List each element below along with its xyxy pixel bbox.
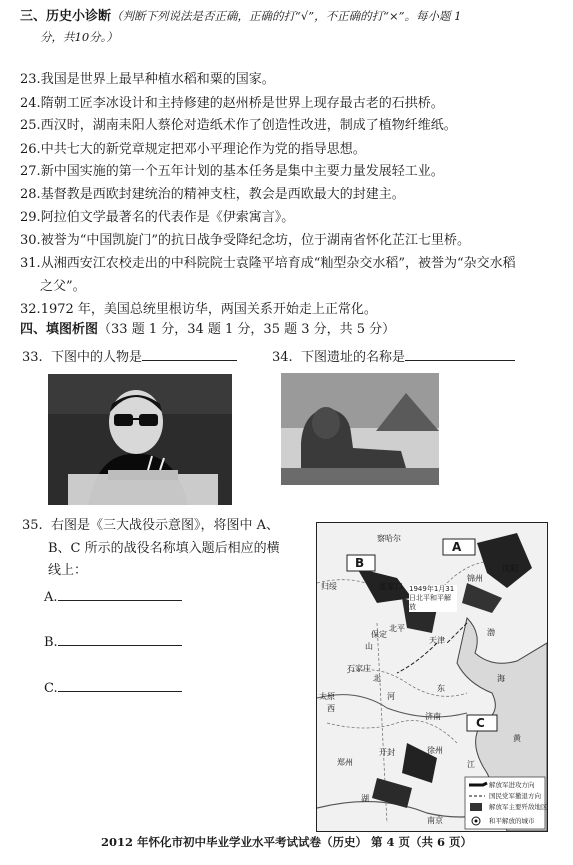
q35-answer-c [44,678,182,697]
map-place-label: 江 [467,760,475,769]
q34-text: 下图遗址的名称是 [300,350,405,365]
statement-item [40,279,86,295]
map-place-label: 郑州 [337,758,353,767]
section4-score-note: （33 题 1 分，34 题 1 分，35 题 3 分，共 5 分） [98,322,396,337]
statement-number: 23. [20,72,41,87]
map-place-label: 山 [365,642,373,651]
q35-answer-b [44,632,182,651]
sphinx-photo [281,373,439,485]
map-place-label: 东 [437,684,445,693]
map-place-label: 渤 [487,628,495,637]
map-place-label: 开封 [379,748,395,757]
answer-b-label: B. [44,635,58,650]
q35-line3: 线上： [48,563,88,578]
statement-item [20,210,294,226]
statement-item [20,142,366,158]
statement-text: 基督教是西欧封建统治的精神支柱，教会是西欧最大的封建主。 [40,187,405,202]
statement-item [20,118,457,134]
statement-text: 我国是世界上最早种植水稻和粟的国家。 [40,72,275,87]
statement-number: 25. [20,118,41,133]
map-place-label: 北 [373,674,381,683]
q33-line [22,347,237,366]
map-place-label: 济南 [425,712,441,721]
map-place-label: 黄 [513,734,521,743]
statement-number: 30. [20,233,41,248]
map-place-label: 张家口 [379,582,403,591]
statement-number: 28. [20,187,41,202]
q34-answer-blank[interactable] [405,347,515,361]
q33-answer-blank[interactable] [142,347,237,361]
q35-line2: B、C 所示的战役名称填入题后相应的横 [48,541,280,556]
statement-number: 29. [20,210,41,225]
statement-item [20,256,516,272]
section3-instruction-b-line [40,29,118,46]
statement-item [20,164,444,180]
statement-item [20,72,275,88]
statement-text: 被誉为“中国凯旋门”的抗日战争受降纪念坊，位于湖南省怀化芷江七里桥。 [40,233,470,248]
statement-item [20,233,470,249]
statement-item [20,302,377,318]
map-note: 1949年1月31日北平和平解放 [409,585,457,612]
statement-text: 1972 年，美国总统里根访华，两国关系开始走上正常化。 [40,302,377,317]
q33-num: 33. [22,350,43,365]
map-place-label: 南京 [427,816,443,825]
section3-heading-line [20,8,461,25]
answer-a-blank[interactable] [58,587,182,601]
statement-text: 中共七大的新党章规定把邓小平理论作为党的指导思想。 [40,142,366,157]
map-legend-item: 解放军进攻方向 [489,781,535,789]
map-marker-c: C [476,716,485,730]
q35-line1 [22,518,279,534]
page-footer: 2012 年怀化市初中毕业学业水平考试试卷（历史） 第 4 页（共 6 页） [100,835,473,849]
statement-text: 阿拉伯文学最著名的代表作是《伊索寓言》。 [40,210,295,225]
section3-instruction-b: 分，共10分。） [40,30,118,44]
statement-text: 新中国实施的第一个五年计划的基本任务是集中主要力量发展轻工业。 [40,164,444,179]
answer-c-blank[interactable] [58,678,182,692]
portrait-photo [48,374,232,505]
q35-num: 35. [22,518,43,533]
statement-text: 从湘西安江农校走出的中科院院士袁隆平培育成“籼型杂交水稻”，被誉为“杂交水稻 [40,256,516,271]
q34-line [272,347,515,366]
map-place-label: 归绥 [321,582,337,591]
statement-item [20,187,405,203]
statement-text: 之父”。 [40,279,86,294]
statement-text: 西汉时，湖南耒阳人蔡伦对造纸术作了创造性改进，制成了植物纤维纸。 [40,118,457,133]
map-marker-b: B [355,556,365,570]
q35-answer-a [44,587,182,606]
q33-text: 下图中的人物是 [50,350,142,365]
map-marker-a: A [452,540,462,554]
section3-instruction-a: （判断下列说法是否正确，正确的打“√”，不正确的打“×”。每小题 1 [111,9,462,23]
map-place-label: 太原 [319,692,335,701]
q34-num: 34. [272,350,293,365]
map-place-label: 石家庄 [347,664,371,673]
map-legend-item: 解放军主要歼敌地区 [489,803,548,811]
answer-c-label: C. [44,681,58,696]
statement-number: 27. [20,164,41,179]
statement-item [20,96,444,112]
map-place-label: 海 [497,674,505,683]
statement-number: 32. [20,302,41,317]
map-place-label: 保定 [371,630,387,639]
map-place-label: 河 [387,692,395,701]
map-place-label: 锦州 [467,574,483,583]
q35-text-1: 右图是《三大战役示意图》，将图中 A、 [50,518,279,533]
map-place-label: 湖 [361,794,369,803]
three-campaigns-map [316,522,548,832]
map-legend-item: 和平解放的城市 [489,817,535,825]
map-legend-item: 国民党军撤退方向 [489,792,541,800]
section4-heading: 四、填图析图 [20,322,99,337]
answer-a-label: A. [44,590,58,605]
section3-heading: 三、历史小诊断 [20,9,112,24]
statement-number: 24. [20,96,41,111]
map-place-label: 天津 [429,636,445,645]
answer-b-blank[interactable] [58,632,182,646]
statement-text: 隋朝工匠李冰设计和主持修建的赵州桥是世界上现存最古老的石拱桥。 [40,96,444,111]
section4-heading-line [20,322,395,338]
map-place-label: 西 [327,704,335,713]
map-place-label: 徐州 [427,746,443,755]
map-place-label: 沈阳 [502,564,518,573]
statement-number: 31. [20,256,41,271]
statement-number: 26. [20,142,41,157]
map-place-label: 北平 [389,624,405,633]
map-place-label: 察哈尔 [377,534,401,543]
